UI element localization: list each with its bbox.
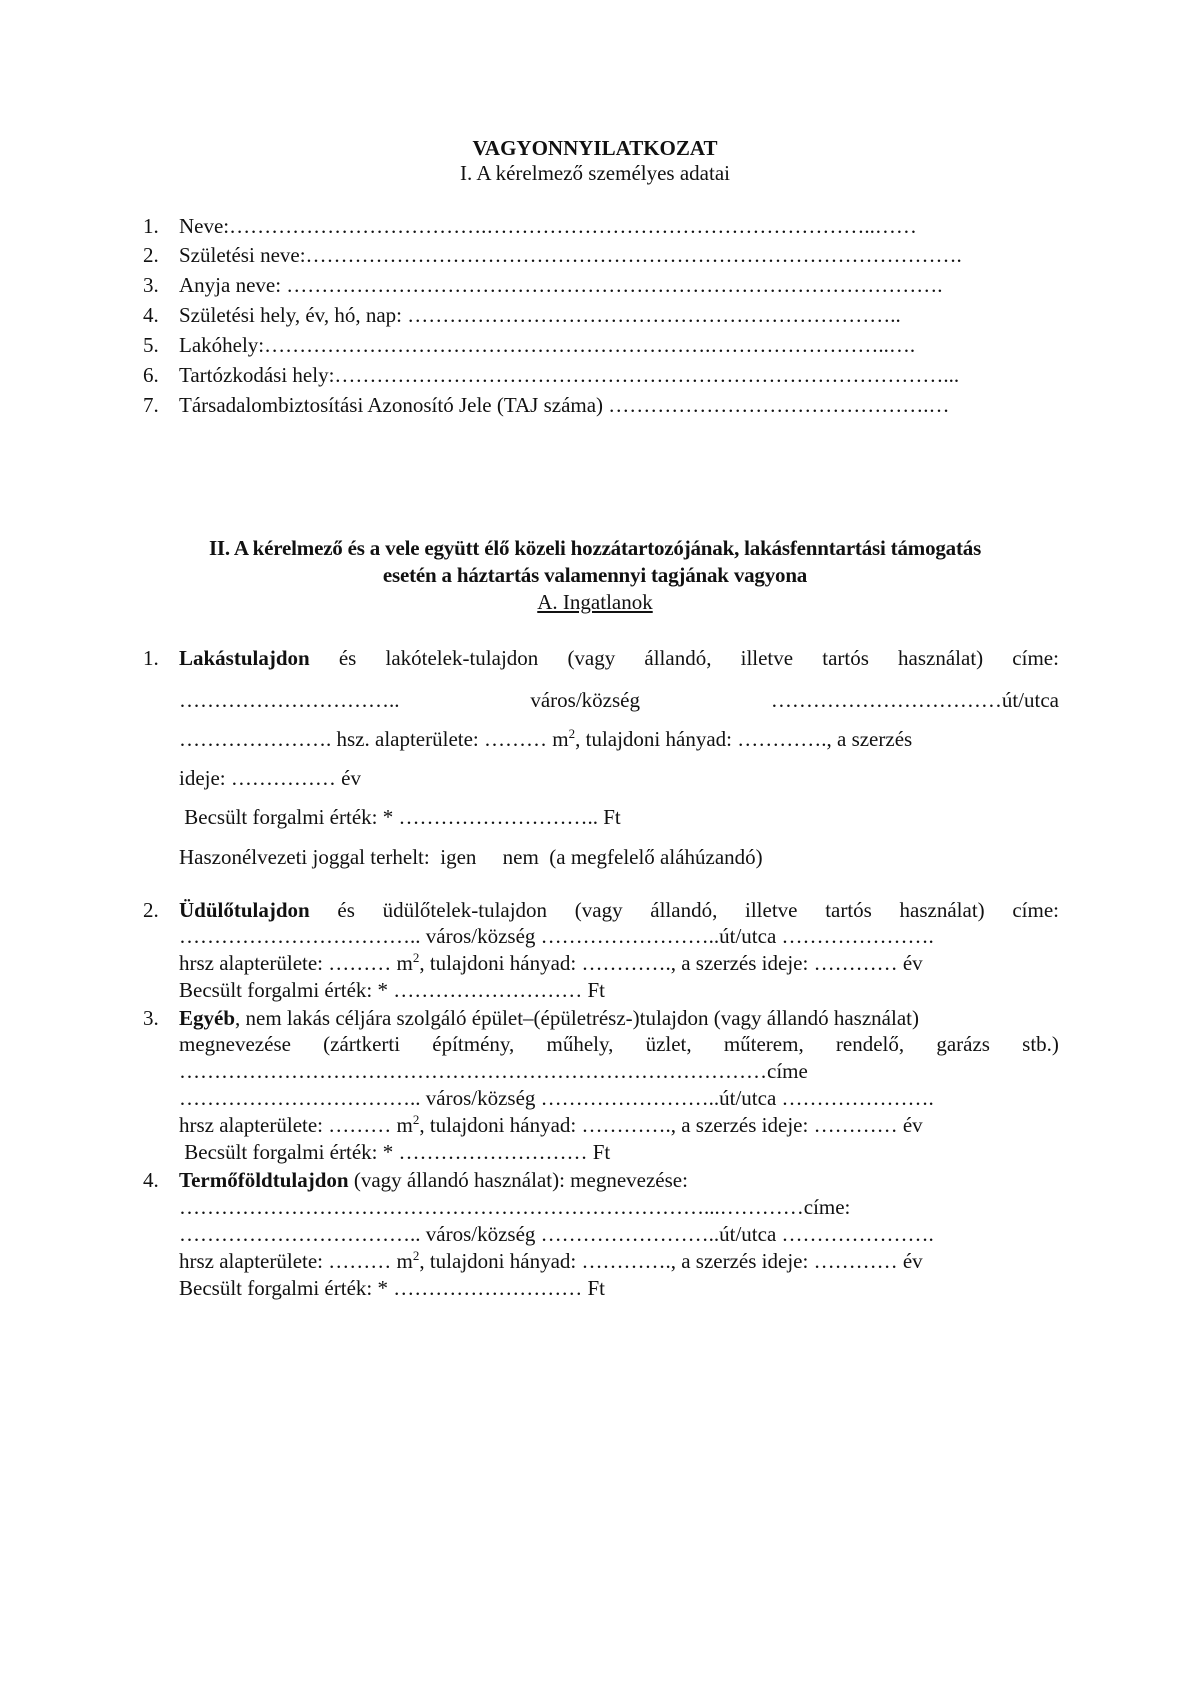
item-number: 2. <box>143 243 159 267</box>
property-2-area-share-field[interactable] <box>179 950 923 975</box>
document-title: VAGYONNYILATKOZAT <box>472 136 718 160</box>
property-3-address-field[interactable]: …………………………….. város/község ……………………..út/utca …………………. <box>179 1086 934 1110</box>
word: üzlet, <box>645 1032 692 1056</box>
property-4-market-value-field[interactable]: Becsült forgalmi érték: * ……………………… Ft <box>179 1276 605 1300</box>
share-text: , tulajdoni hányad: …………., a szerzés <box>575 727 913 751</box>
section-2-heading-line1: II. A kérelmező és a vele együtt élő közeli hozzátartozójának, lakásfenntartási támogatás <box>208 536 982 560</box>
superscript: 2 <box>568 726 576 741</box>
fill-dots: ……………………………………………………………………………... <box>334 363 960 387</box>
property-type-bold: Termőföldtulajdon <box>179 1168 349 1192</box>
fill-dots: …………………………………………………………….. <box>407 303 901 327</box>
fill-dots: ……………………………………………………….……………………..…. <box>264 333 916 357</box>
word: stb.) <box>1022 1032 1059 1056</box>
fill-dots: ……………………………….………………………………………………..…… <box>229 214 917 238</box>
word: tartós <box>822 646 869 670</box>
field-label: Születési hely, év, hó, nap: <box>179 303 408 327</box>
superscript: 2 <box>412 1112 420 1127</box>
field-label: Tartózkodási hely: <box>179 363 335 387</box>
field-label: Társadalombiztosítási Azonosító Jele (TAJ száma) <box>179 393 609 417</box>
field-label: Születési neve: <box>179 243 306 267</box>
share-text: , tulajdoni hányad: …………., a szerzés ideje: ………… év <box>419 951 923 975</box>
description: (vagy állandó használat): megnevezése: <box>348 1168 688 1192</box>
real-estate-subheading: A. Ingatlanok <box>537 590 653 614</box>
item-number: 1. <box>143 214 159 238</box>
item-number: 2. <box>143 898 159 922</box>
birth-name-field[interactable] <box>179 245 962 266</box>
item-number: 3. <box>143 273 159 297</box>
superscript: 2 <box>412 950 420 965</box>
property-type-bold: Üdülőtulajdon <box>179 898 310 922</box>
word: rendelő, <box>835 1032 905 1056</box>
word: tartós <box>825 898 872 922</box>
word: (vagy <box>574 898 623 922</box>
item-number: 5. <box>143 333 159 357</box>
word: üdülőtelek-tulajdon <box>382 898 548 922</box>
word: állandó, <box>644 646 712 670</box>
word: illetve <box>740 646 794 670</box>
property-4-address-field[interactable]: …………………………….. város/község ……………………..út/utca …………………. <box>179 1222 934 1246</box>
word: műhely, <box>546 1032 614 1056</box>
property-1-market-value-field[interactable]: Becsült forgalmi érték: * ……………………….. Ft <box>179 805 621 829</box>
property-type-bold: Egyéb <box>179 1006 236 1030</box>
mother-name-field[interactable] <box>179 275 943 296</box>
word: megnevezése <box>179 1032 291 1056</box>
field-label: Anyja neve: <box>179 273 287 297</box>
word: és <box>338 646 357 670</box>
property-type-bold: Lakástulajdon <box>179 646 310 670</box>
item-number: 4. <box>143 303 159 327</box>
word: állandó, <box>650 898 718 922</box>
property-2-address-field[interactable]: …………………………….. város/község ……………………..út/utca …………………. <box>179 924 934 948</box>
temporary-residence-field[interactable] <box>179 365 959 386</box>
word: (zártkerti <box>323 1032 401 1056</box>
word: építmény, <box>432 1032 515 1056</box>
item-number: 6. <box>143 363 159 387</box>
area-text: …………………. hsz. alapterülete: ……… m <box>179 727 569 751</box>
field-label: Lakóhely: <box>179 333 265 357</box>
property-1-usufruct-choice[interactable]: Haszonélvezeti joggal terhelt: igen nem (a megfelelő aláhúzandó) <box>179 845 763 869</box>
property-2-line1 <box>179 900 1059 921</box>
property-1-address-field[interactable] <box>179 690 1059 711</box>
city-label: város/község <box>530 688 640 712</box>
word: műterem, <box>723 1032 804 1056</box>
word: címe: <box>1012 646 1059 670</box>
word: illetve <box>745 898 798 922</box>
field-label: Neve: <box>179 214 230 238</box>
property-4-line1 <box>179 1170 688 1191</box>
property-1-acquisition-year-field[interactable]: ideje: …………… év <box>179 766 361 790</box>
share-text: , tulajdoni hányad: …………., a szerzés ideje: ………… év <box>419 1113 923 1137</box>
property-3-market-value-field[interactable]: Becsült forgalmi érték: * ……………………… Ft <box>179 1140 611 1164</box>
word: használat) <box>898 646 984 670</box>
word: címe: <box>1012 898 1059 922</box>
property-3-area-share-field[interactable] <box>179 1112 923 1137</box>
word: és <box>337 898 355 922</box>
residence-field[interactable] <box>179 335 915 356</box>
area-text: hrsz alapterülete: ……… m <box>179 1249 413 1273</box>
property-4-area-share-field[interactable] <box>179 1248 923 1273</box>
description: , nem lakás céljára szolgáló épület–(épületrész-)tulajdon (vagy állandó használat) <box>235 1006 919 1030</box>
item-number: 4. <box>143 1168 159 1192</box>
share-text: , tulajdoni hányad: …………., a szerzés ideje: ………… év <box>419 1249 923 1273</box>
property-3-line1 <box>179 1008 919 1029</box>
name-field[interactable] <box>179 216 917 237</box>
property-1-area-share-field[interactable] <box>179 726 1059 751</box>
section-2-heading-line2: esetén a háztartás valamennyi tagjának vagyona <box>382 563 808 587</box>
item-number: 7. <box>143 393 159 417</box>
taj-number-field[interactable] <box>179 395 950 416</box>
area-text: hrsz alapterülete: ……… m <box>179 1113 413 1137</box>
property-2-market-value-field[interactable]: Becsült forgalmi érték: * ……………………… Ft <box>179 978 605 1002</box>
street-field: ……………………………út/utca <box>770 688 1059 712</box>
superscript: 2 <box>412 1248 420 1263</box>
fill-dots: …………………………………………………………………………………. <box>305 243 962 267</box>
property-3-name-field[interactable]: …………………………………………………………………………címe <box>179 1059 808 1083</box>
word: használat) <box>899 898 985 922</box>
fill-dots: …………………………………………………………………………………. <box>286 273 943 297</box>
word: garázs <box>936 1032 990 1056</box>
area-text: hrsz alapterülete: ……… m <box>179 951 413 975</box>
item-number: 3. <box>143 1006 159 1030</box>
property-4-name-field[interactable]: …………………………………………………………………...…………címe: <box>179 1195 851 1219</box>
property-1-line1 <box>179 648 1059 669</box>
birth-place-date-field[interactable] <box>179 305 901 326</box>
section-1-heading: I. A kérelmező személyes adatai <box>460 161 730 185</box>
item-number: 1. <box>143 646 159 670</box>
word: lakótelek-tulajdon <box>385 646 539 670</box>
fill-dots: ……………………………………….… <box>608 393 950 417</box>
word: (vagy <box>567 646 616 670</box>
city-dots: ………………………….. <box>179 688 400 712</box>
property-3-line2 <box>179 1034 1059 1055</box>
